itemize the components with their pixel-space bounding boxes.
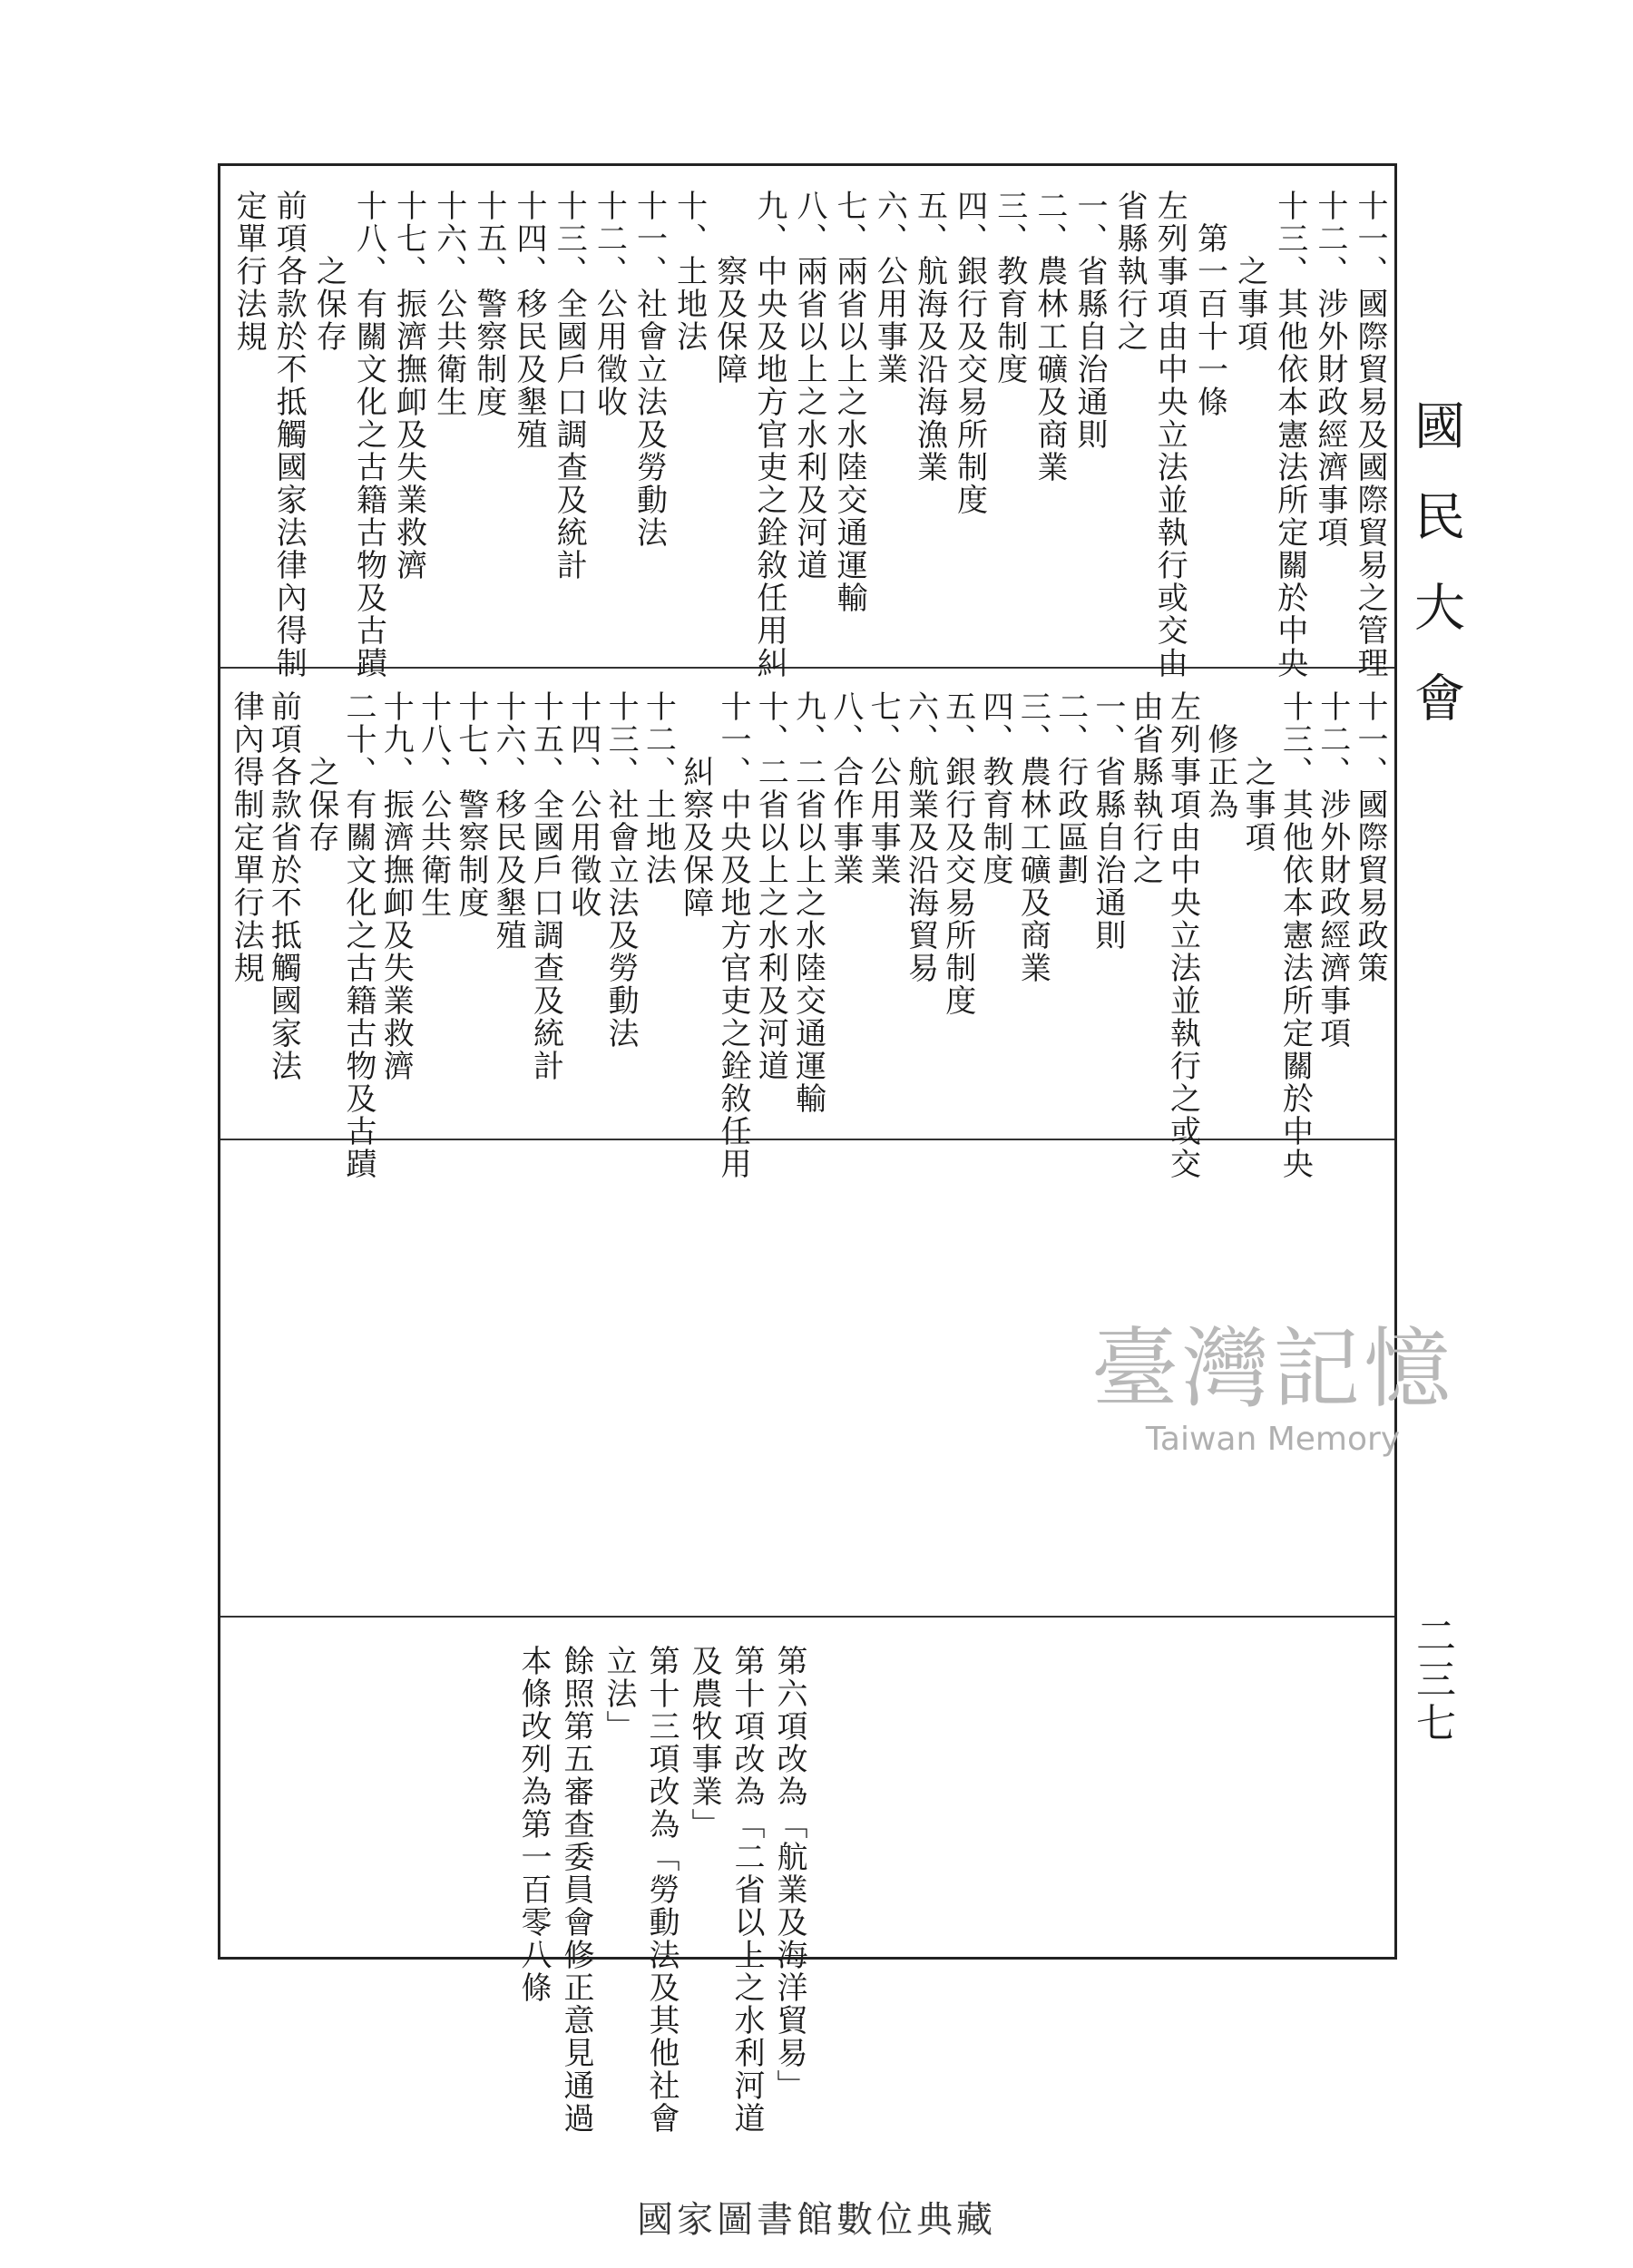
middle-section-column: 二十、有關文化之古籍古物及古蹟: [339, 690, 376, 1180]
bottom-section-column: 及農牧事業」: [686, 1645, 722, 1841]
middle-section-column: 十六、移民及墾殖: [490, 690, 527, 952]
top-section-column: 十三、其他依本憲法所定關於中央: [1271, 190, 1308, 679]
top-section-column: 七、兩省以上之水陸交通運輸: [831, 190, 868, 614]
middle-section-column: 十七、警察制度: [452, 690, 489, 919]
middle-section-column: 二、行政區劃: [1051, 690, 1089, 886]
bottom-section-column: 立法」: [601, 1645, 637, 1743]
top-section-column: 十八、有關文化之古籍古物及古蹟: [350, 190, 387, 679]
middle-section-column: 之保存: [302, 690, 339, 854]
middle-section-column: 七、公用事業: [865, 690, 902, 886]
top-section-column: 前項各款於不抵觸國家法律內得制: [270, 190, 308, 679]
divider-middle: [220, 1139, 1394, 1140]
middle-section-column: 九、二省以上之水陸交通運輸: [789, 690, 826, 1115]
middle-section-column: 前項各款省於不抵觸國家法: [265, 690, 302, 1082]
divider-bottom: [220, 1616, 1394, 1618]
top-section-column: 十一、國際貿易及國際貿易之管理: [1352, 190, 1388, 679]
top-section-column: 三、教育制度: [991, 190, 1028, 386]
page-number: 二三七: [1409, 1615, 1455, 1745]
divider-top: [220, 667, 1394, 669]
middle-section-column: 十二、土地法: [640, 690, 677, 886]
top-section-column: 之保存: [310, 190, 347, 353]
bottom-section-column: 第六項改為「航業及海洋貿易」: [771, 1645, 807, 2102]
top-section-column: 六、公用事業: [871, 190, 908, 386]
top-section-column: 四、銀行及交易所制度: [951, 190, 988, 516]
top-section-column: 十五、警察制度: [470, 190, 507, 418]
middle-section-column: 十一、中央及地方官吏之銓敘任用: [714, 690, 751, 1180]
middle-section-column: 三、農林工礦及商業: [1014, 690, 1051, 984]
top-section-column: 定單行法規: [230, 190, 268, 353]
middle-section-column: 十八、公共衛生: [415, 690, 452, 919]
watermark-chinese: 臺灣記憶: [1091, 1318, 1454, 1420]
footer-archive-label: 國家圖書館數位典藏: [637, 2199, 996, 2241]
middle-section-column: 十九、振濟撫卹及失業救濟: [377, 690, 415, 1082]
middle-section-column: 之事項: [1239, 690, 1276, 854]
top-section-column: 十四、移民及墾殖: [511, 190, 548, 451]
middle-section-column: 糾察及保障: [677, 690, 714, 919]
top-section-column: 八、兩省以上之水利及河道: [791, 190, 828, 582]
bottom-section-column: 第十三項改為「勞動法及其他社會: [643, 1645, 680, 2135]
top-section-column: 省縣執行之: [1111, 190, 1149, 353]
original-article-text: [230, 190, 1391, 679]
middle-section-column: 十三、其他依本憲法所定關於中央: [1276, 690, 1314, 1180]
top-section-column: 五、航海及沿海漁業: [911, 190, 948, 484]
middle-section-column: 十三、社會立法及勞動法: [602, 690, 640, 1050]
middle-section-column: 一、省縣自治通則: [1089, 690, 1126, 952]
top-section-column: 九、中央及地方官吏之銓敘任用糾: [750, 190, 787, 679]
top-section-column: 左列事項由中央立法並執行或交由: [1151, 190, 1188, 679]
top-section-column: 十一、社會立法及勞動法: [631, 190, 668, 549]
top-section-column: 十七、振濟撫卹及失業救濟: [390, 190, 427, 582]
top-section-column: 第一百十一條: [1191, 190, 1228, 418]
bottom-section-column: 第十項改為「二省以上之水利河道: [728, 1645, 765, 2135]
middle-section-column: 十二、涉外財政經濟事項: [1314, 690, 1351, 1050]
top-section-column: 十、土地法: [670, 190, 708, 353]
top-section-column: 十六、公共衛生: [430, 190, 467, 418]
middle-section-column: 十一、國際貿易政策: [1352, 690, 1388, 984]
bottom-section-column: 餘照第五審查委員會修正意見通過: [558, 1645, 594, 2135]
top-section-column: 十二、公用徵收: [591, 190, 628, 418]
top-section-column: 十二、涉外財政經濟事項: [1311, 190, 1348, 549]
side-title: 國民大會: [1406, 399, 1465, 762]
middle-section-column: 八、合作事業: [826, 690, 864, 886]
middle-section-column: 五、銀行及交易所制度: [939, 690, 976, 1017]
bottom-section-column: 本條改列為第一百零八條: [515, 1645, 552, 2004]
middle-section-column: 律內得制定單行法規: [228, 690, 265, 984]
middle-section-column: 六、航業及沿海貿易: [902, 690, 939, 984]
middle-section-column: 左列事項由中央立法並執行之或交: [1164, 690, 1201, 1180]
revised-article-text: [228, 690, 1391, 1180]
top-section-column: 二、農林工礦及商業: [1031, 190, 1068, 484]
top-section-column: 十三、全國戶口調查及統計: [551, 190, 588, 582]
middle-section-column: 十五、全國戶口調查及統計: [527, 690, 564, 1082]
watermark-english: Taiwan Memory: [1145, 1421, 1401, 1458]
middle-section-column: 由省縣執行之: [1127, 690, 1164, 886]
top-section-column: 一、省縣自治通則: [1071, 190, 1109, 451]
middle-section-column: 修正為: [1201, 690, 1238, 821]
review-notes-text: [0, 1645, 1391, 2135]
top-section-column: 察及保障: [710, 190, 748, 386]
watermark: [1037, 1300, 1509, 1458]
middle-section-column: 四、教育制度: [977, 690, 1014, 886]
middle-section-column: 十四、公用徵收: [564, 690, 601, 919]
top-section-column: 之事項: [1231, 190, 1268, 353]
middle-section-column: 十、二省以上之水利及河道: [752, 690, 789, 1082]
